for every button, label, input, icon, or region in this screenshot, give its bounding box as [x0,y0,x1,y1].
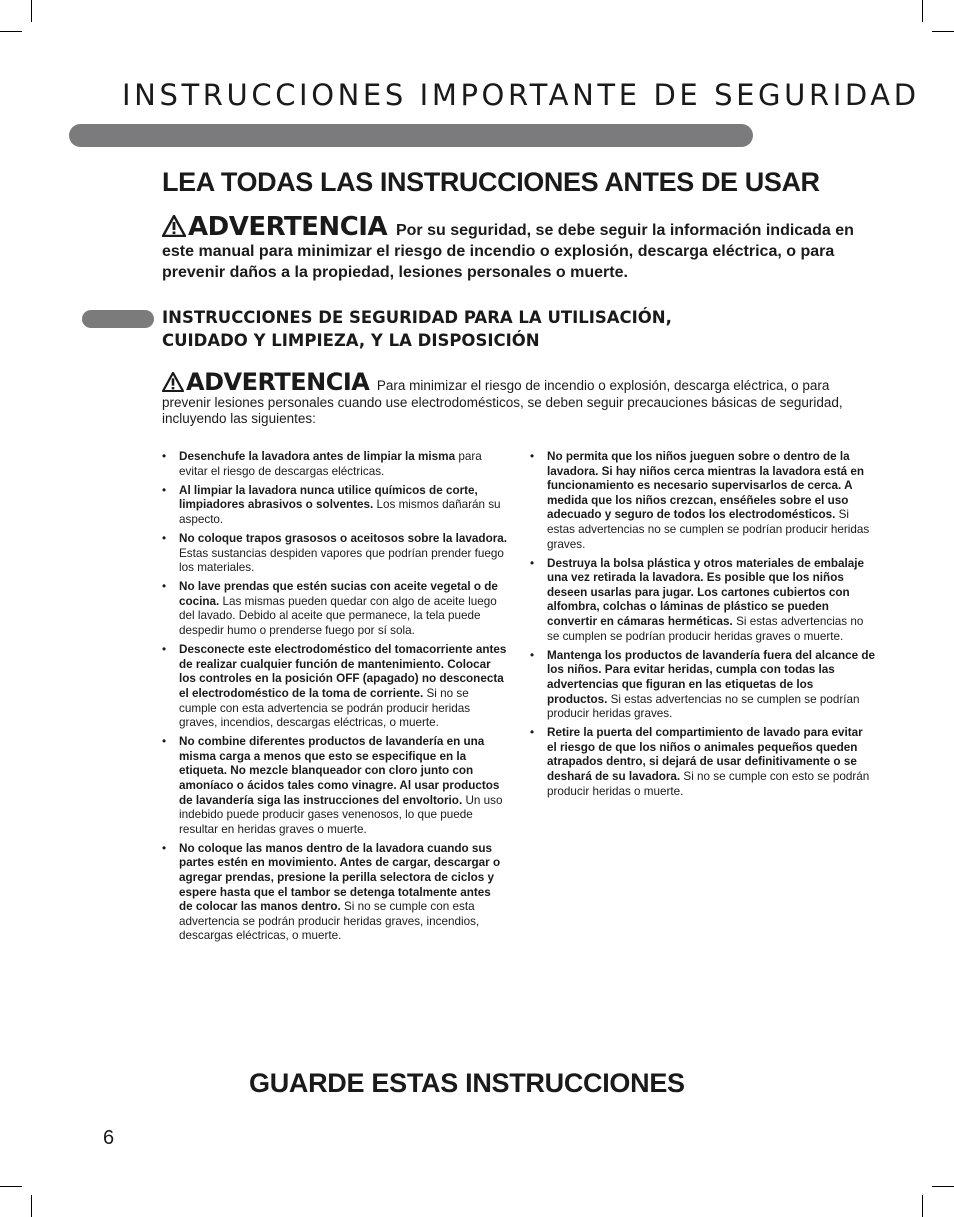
list-item [162,484,507,528]
section-title-line: INSTRUCCIONES DE SEGURIDAD PARA LA UTILISACIÓN, [162,308,672,327]
crop-mark [31,0,32,22]
list-item-bold: Desenchufe la lavadora antes de limpiar la misma [179,450,456,463]
list-item-bold: Mantenga los productos de lavandería fuera del alcance de los niños. Para evitar heridas, cumpla con todas las advertencias que figuran en las etiquetas de los productos. [547,648,875,706]
section-title [162,306,762,352]
list-item [162,580,507,638]
warning-intro-block [162,212,882,283]
list-item-text: Si no se cumple con esto se podrán producir heridas o muerte. [547,769,870,798]
read-instructions-heading: LEA TODAS LAS INSTRUCCIONES ANTES DE USAR [162,167,820,197]
crop-mark [0,31,22,32]
list-item [162,842,507,944]
page-title: INSTRUCCIONES IMPORTANTE DE SEGURIDAD [122,78,920,112]
warning-triangle-icon [162,215,186,237]
crop-mark [922,1195,923,1217]
list-item [162,643,507,731]
list-item-bold: Destruya la bolsa plástica y otros materiales de embalaje una vez retirada la lavadora. Es posible que los niños deseen usarlas para jugar. Los cartones cubiertos con alfombra, colchas o láminas de plástico se pueden convertir en cámaras herméticas. [547,556,865,629]
list-item [162,735,507,837]
list-item-bold: Al limpiar la lavadora nunca utilice químicos de corte, limpiadores abrasivos o solventes. [179,483,478,512]
crop-mark [932,1186,954,1187]
section-title-line: CUIDADO Y LIMPIEZA, Y LA DISPOSICIÓN [162,331,540,350]
list-item [530,557,875,645]
list-item-bold: No coloque las manos dentro de la lavadora cuando sus partes estén en movimiento. Antes de cargar, descargar o agregar prendas, presione la perilla selectora de ciclos y espere hasta que el tambor se detenga totalmente antes de colocar las manos dentro. [179,841,501,914]
safety-list-right [530,450,875,804]
list-item-text: Si estas advertencias no se cumplen se podrían producir heridas graves. [547,692,860,721]
list-item-bold: Retire la puerta del compartimiento de lavado para evitar el riesgo de que los niños o animales pequeños queden atrapados dentro, si dejará de usar definitivamente o se deshará de su lavadora. [547,726,863,783]
list-item-text: Si no se cumple con esta advertencia se podrán producir heridas graves, incendios, descargas eléctricas, o muerte. [179,900,480,943]
list-item-text: para evitar el riesgo de descargas eléctricas. [179,450,482,478]
list-item-bold: Desconecte este electrodoméstico del tomacorriente antes de realizar cualquier función de mantenimiento. Colocar los controles en la posición OFF (apagado) no desconecta el electrodoméstico de la toma de corriente. [179,643,507,700]
save-instructions-heading: GUARDE ESTAS INSTRUCCIONES [249,1068,685,1098]
warning-triangle-icon [162,372,184,392]
crop-mark [922,0,923,22]
title-bar [69,124,753,147]
crop-mark [0,1186,22,1187]
list-item-bold: No lave prendas que estén sucias con aceite vegetal o de cocina. [179,580,498,608]
list-item-text: Un uso indebido puede producir gases venenosos, lo que puede resultar en heridas graves o muerte. [179,793,503,836]
list-item-text: Los mismos dañarán su aspecto. [179,498,501,526]
page-number: 6 [103,1127,115,1149]
section-marker [82,310,154,328]
list-item-text: Si estas advertencias no se cumplen se podrían producir heridas graves. [547,508,870,551]
crop-mark [31,1195,32,1217]
list-item-bold: No coloque trapos grasosos o aceitosos sobre la lavadora. [179,531,507,545]
list-item [530,649,875,722]
list-item-bold: No permita que los niños jueguen sobre o dentro de la lavadora. Si hay niños cerca mientras la lavadora está en funcionamiento es necesario supervisarlos de cerca. A medida que los niños crezcan, enséñeles sobre el uso adecuado y seguro de todos los electrodomésticos. [547,450,865,522]
warning-basic-block [162,368,867,428]
warning-label: ADVERTENCIA [186,368,370,396]
list-item-text: Las mismas pueden quedar con algo de aceite luego del lavado. Debido al aceite que permanece, la tela puede despedir humo o prenderse fuego por sí sola. [179,594,497,638]
list-item-bold: No combine diferentes productos de lavandería en una misma carga a menos que esto se especifique en la etiqueta. No mezcle blanqueador con cloro junto con amoníaco o ácidos tales como vinagre. Al usar productos de lavandería siga las instrucciones del envoltorio. [179,735,500,807]
list-item-text: Si no se cumple con esta advertencia se podrán producir heridas graves, incendios, descargas eléctricas, o muerte. [179,686,471,730]
warning-basic-text: Para minimizar el riesgo de incendio o explosión, descarga eléctrica, o para prevenir lesiones personales cuando use electrodomésticos, se deben seguir precauciones básicas de seguridad, incluyendo las siguientes: [162,378,843,426]
list-item [530,450,875,552]
list-item-text: Estas sustancias despiden vapores que podrían prender fuego los materiales. [179,546,504,575]
safety-list-left [162,450,507,949]
list-item [530,726,875,799]
warning-label: ADVERTENCIA [188,212,388,242]
crop-mark [932,31,954,32]
list-item [162,532,507,576]
list-item [162,450,507,479]
warning-intro-text: Por su seguridad, se debe seguir la información indicada en este manual para minimizar el riesgo de incendio o explosión, descarga eléctrica, o para prevenir daños a la propiedad, lesiones personales o muerte. [162,222,854,281]
list-item-text: Si estas advertencias no se cumplen se podrían producir heridas graves o muerte. [547,615,864,643]
